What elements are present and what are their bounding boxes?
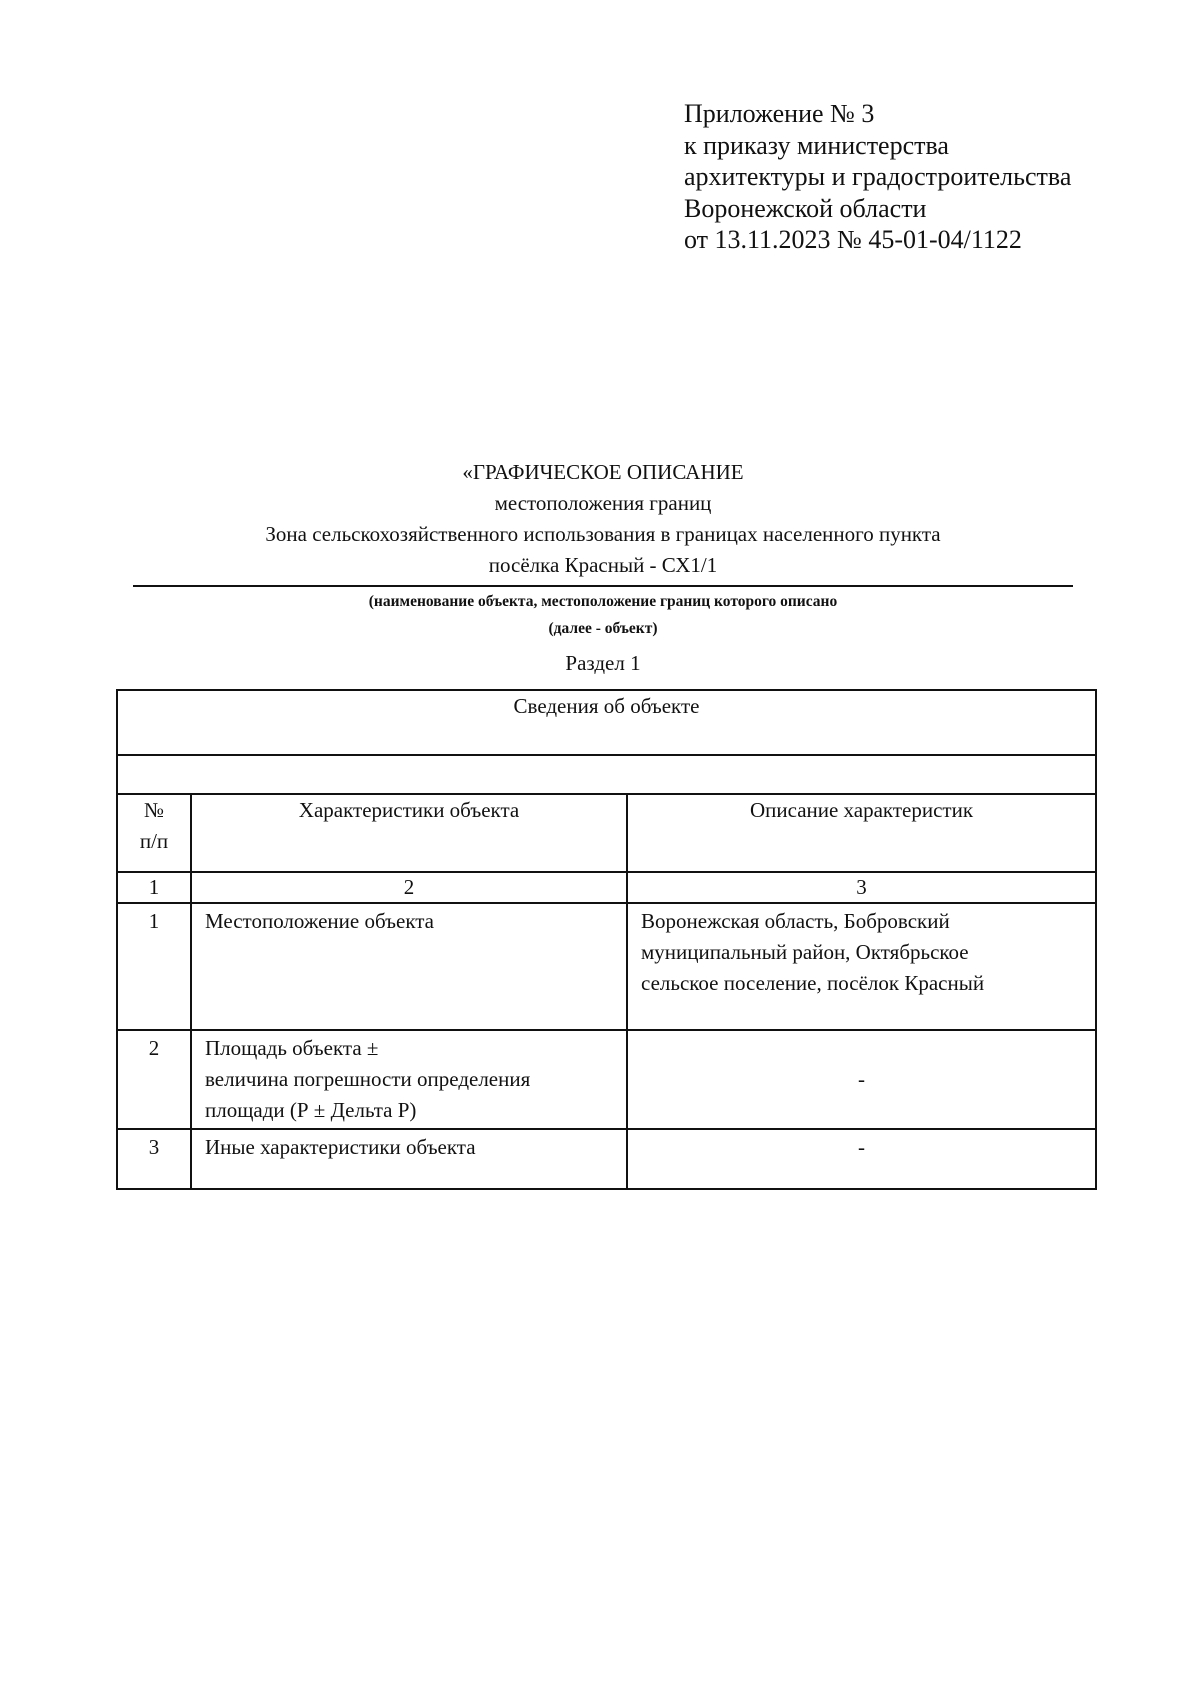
description-line: - (858, 1067, 865, 1091)
object-name-note (133, 588, 1073, 642)
title-line-3: Зона сельскохозяйственного использования в границах населенного пункта (265, 522, 941, 546)
header-characteristics: Характеристики объекта (191, 794, 627, 872)
title-line-1: «ГРАФИЧЕСКОЕ ОПИСАНИЕ (462, 460, 744, 484)
column-number-1: 1 (117, 872, 191, 903)
header-num-symbol: № (143, 798, 165, 822)
title-line-4: посёлка Красный - СХ1/1 (488, 553, 718, 577)
appendix-order-line: к приказу министерства (684, 130, 949, 160)
characteristic-line: величина погрешности определения (205, 1067, 531, 1091)
header-description: Описание характеристик (627, 794, 1096, 872)
empty-cell (117, 755, 1096, 794)
row-number: 3 (117, 1129, 191, 1189)
header-num-cell (117, 794, 191, 872)
document-title (133, 457, 1073, 581)
column-number-3: 3 (627, 872, 1096, 903)
section-title: Раздел 1 (565, 651, 641, 675)
column-number-2: 2 (191, 872, 627, 903)
title-underline (133, 585, 1073, 587)
description-line: Воронежская область, Бобровский (641, 909, 950, 933)
column-number-row (117, 872, 1096, 903)
note-line-2: (далее - объект) (548, 620, 658, 637)
row-characteristic (191, 1129, 627, 1189)
appendix-region-line: Воронежской области (684, 193, 927, 223)
row-characteristic (191, 1030, 627, 1129)
description-line: - (858, 1135, 865, 1159)
characteristic-line: Площадь объекта ± (205, 1036, 379, 1060)
table-row (117, 1129, 1096, 1189)
row-number: 1 (117, 903, 191, 1030)
table-caption-row (117, 690, 1096, 755)
characteristic-line: Местоположение объекта (205, 909, 435, 933)
row-number: 2 (117, 1030, 191, 1129)
title-line-2: местоположения границ (494, 491, 712, 515)
appendix-ministry-line: архитектуры и градостроительства (684, 162, 1072, 191)
row-description (627, 1030, 1096, 1129)
description-line: сельское поселение, посёлок Красный (641, 971, 985, 995)
characteristic-line: площади (Р ± Дельта Р) (205, 1098, 417, 1122)
table-caption: Сведения об объекте (117, 690, 1096, 755)
row-description (627, 1129, 1096, 1189)
note-line-1: (наименование объекта, местоположение границ которого описано (368, 593, 838, 610)
characteristic-line: Иные характеристики объекта (205, 1135, 476, 1159)
row-characteristic (191, 903, 627, 1030)
table-row (117, 903, 1096, 1030)
appendix-header (684, 98, 1071, 256)
header-num-abbrev: п/п (139, 829, 169, 853)
appendix-date-line: от 13.11.2023 № 45-01-04/1122 (684, 225, 1022, 254)
appendix-number: Приложение № 3 (684, 99, 875, 128)
description-line: муниципальный район, Октябрьское (641, 940, 969, 964)
table-header-row (117, 794, 1096, 872)
object-info-table (116, 689, 1097, 1190)
row-description (627, 903, 1096, 1030)
table-empty-row (117, 755, 1096, 794)
table-row (117, 1030, 1096, 1129)
